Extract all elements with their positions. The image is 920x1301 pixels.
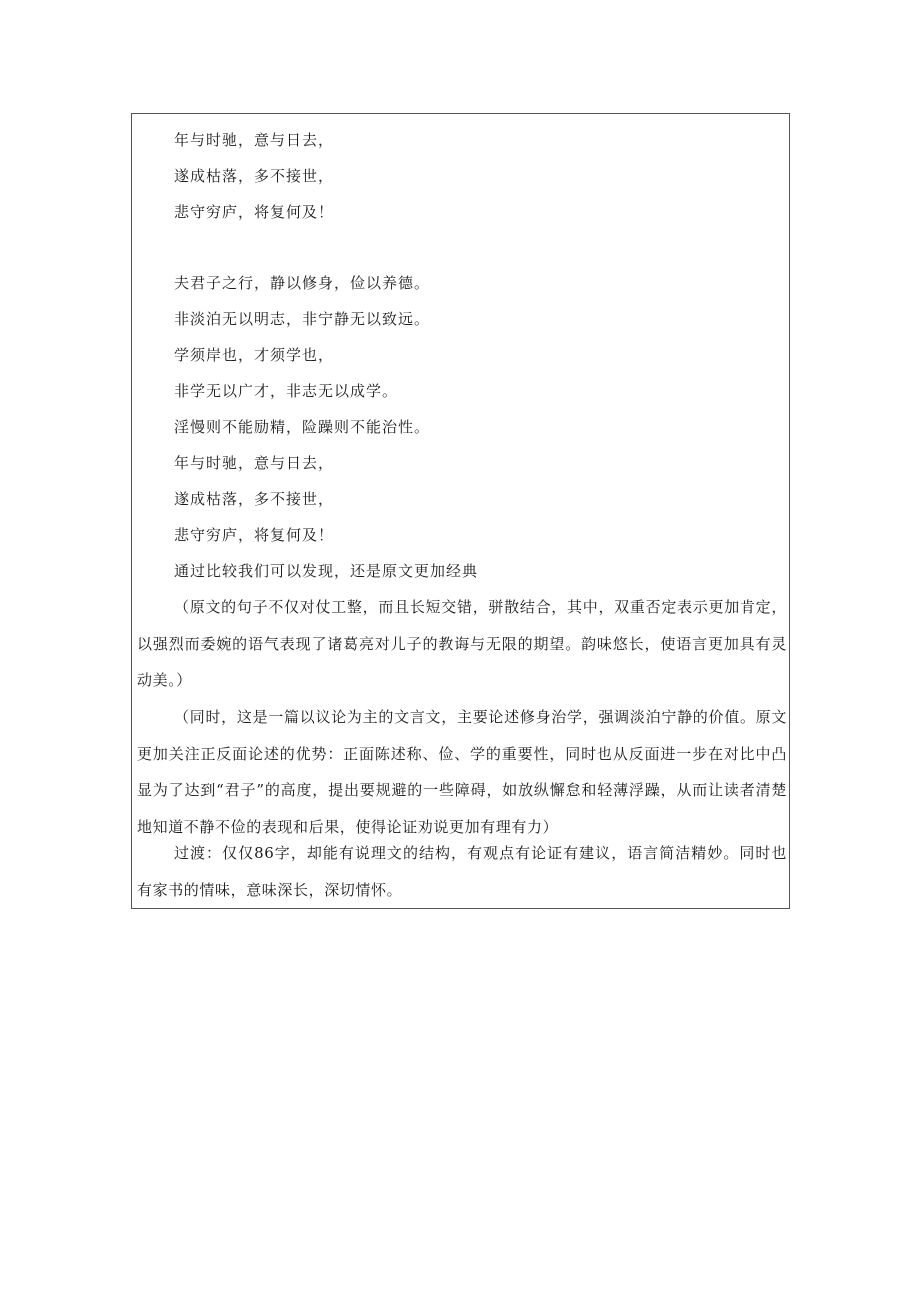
poem-line: 淫慢则不能励精，险躁则不能治性。 [174, 418, 431, 436]
poem-line: 悲守穷庐，将复何及！ [174, 526, 335, 544]
poem-line: 遂成枯落，多不接世， [174, 167, 335, 185]
analysis-paragraph: （原文的句子不仅对仗工整，而且长短交错，骈散结合，其中，双重否定表示更加肯定，以强烈而委婉的语气表现了诸葛亮对儿子的教诲与无限的期望。韵味悠长，使语言更加具有灵动美。） [137, 598, 787, 689]
document-frame [131, 113, 790, 909]
transition-paragraph: 过渡：仅仅86字，却能有说理文的结构，有观点有论证有建议，语言简洁精妙。同时也有家书的情味，意味深长，深切情怀。 [137, 844, 787, 899]
poem-line: 非淡泊无以明志，非宁静无以致远。 [174, 310, 431, 328]
poem-line: 遂成枯落，多不接世， [174, 490, 335, 508]
poem-line: 非学无以广才，非志无以成学。 [174, 382, 399, 400]
poem-line: 年与时驰，意与日去， [174, 454, 335, 472]
poem-line: 悲守穷庐，将复何及！ [174, 203, 335, 221]
analysis-paragraph: （同时，这是一篇以议论为主的文言文，主要论述修身治学，强调淡泊宁静的价值。原文更加关注正反面论述的优势：正面陈述称、俭、学的重要性，同时也从反面进一步在对比中凸显为了达到“君子”的高度，提出要规避的一些障碍，如放纵懈怠和轻薄浮躁，从而让读者清楚地知道不静不俭的表现和后果，使得论证劝说更加有理有力） [137, 708, 787, 836]
poem-line: 夫君子之行，静以修身，俭以养德。 [174, 274, 431, 292]
comparison-statement: 通过比较我们可以发现，还是原文更加经典 [174, 562, 479, 580]
poem-line: 学须岸也，才须学也， [174, 346, 335, 364]
poem-line: 年与时驰，意与日去， [174, 131, 335, 149]
